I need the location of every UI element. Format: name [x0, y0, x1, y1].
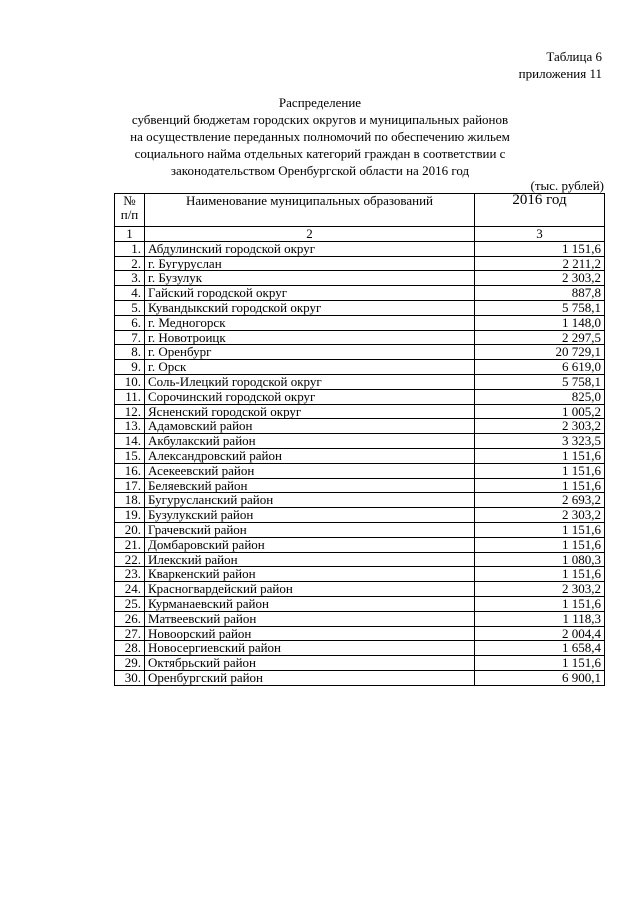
municipality-name: Бузулукский район [145, 508, 475, 523]
table-row [115, 315, 605, 330]
municipality-name: г. Новотроицк [145, 330, 475, 345]
header-name: Наименование муниципальных образований [145, 194, 475, 227]
table-row [115, 670, 605, 685]
subvention-amount: 6 900,1 [475, 670, 605, 685]
subvention-amount: 1 151,6 [475, 567, 605, 582]
row-number: 10. [115, 374, 145, 389]
table-row [115, 596, 605, 611]
subvention-amount: 1 151,6 [475, 463, 605, 478]
row-number: 16. [115, 463, 145, 478]
subvention-amount: 1 080,3 [475, 552, 605, 567]
heading-line: Распределение [278, 95, 362, 110]
row-number: 18. [115, 493, 145, 508]
subvention-amount: 1 151,6 [475, 656, 605, 671]
subvention-amount: 2 303,2 [475, 419, 605, 434]
row-number: 28. [115, 641, 145, 656]
table-row [115, 389, 605, 404]
municipality-name: г. Оренбург [145, 345, 475, 360]
row-number: 13. [115, 419, 145, 434]
municipality-name: Асекеевский район [145, 463, 475, 478]
subvention-amount: 2 004,4 [475, 626, 605, 641]
table-row [115, 656, 605, 671]
heading-line: социального найма отдельных категорий граждан в соответствии с [134, 146, 506, 161]
row-number: 17. [115, 478, 145, 493]
row-number: 19. [115, 508, 145, 523]
table-row [115, 493, 605, 508]
municipality-name: Александровский район [145, 448, 475, 463]
table-row [115, 478, 605, 493]
table-row [115, 582, 605, 597]
table-row [115, 537, 605, 552]
table-row [115, 286, 605, 301]
table-row [115, 419, 605, 434]
municipality-name: г. Бузулук [145, 271, 475, 286]
units-label: (тыс. рублей) [530, 178, 604, 193]
municipality-name: Соль-Илецкий городской округ [145, 374, 475, 389]
table-row [115, 241, 605, 256]
table-row [115, 522, 605, 537]
row-number: 20. [115, 522, 145, 537]
municipality-name: Грачевский район [145, 522, 475, 537]
table-row [115, 434, 605, 449]
distribution-table [114, 193, 605, 686]
row-number: 6. [115, 315, 145, 330]
municipality-name: Новоорский район [145, 626, 475, 641]
subvention-amount: 1 658,4 [475, 641, 605, 656]
subvention-amount: 6 619,0 [475, 360, 605, 375]
table-header-row [115, 194, 605, 227]
municipality-name: Абдулинский городской округ [145, 241, 475, 256]
municipality-name: Ясненский городской округ [145, 404, 475, 419]
subvention-amount: 2 303,2 [475, 508, 605, 523]
subvention-amount: 1 151,6 [475, 478, 605, 493]
header-number-sign: № [123, 193, 136, 208]
table-row [115, 300, 605, 315]
subvention-amount: 1 148,0 [475, 315, 605, 330]
municipality-name: Илекский район [145, 552, 475, 567]
municipality-name: Бугурусланский район [145, 493, 475, 508]
municipality-name: Кваркенский район [145, 567, 475, 582]
row-number: 8. [115, 345, 145, 360]
row-number: 3. [115, 271, 145, 286]
row-number: 5. [115, 300, 145, 315]
row-number: 15. [115, 448, 145, 463]
table-row [115, 360, 605, 375]
subvention-amount: 2 693,2 [475, 493, 605, 508]
heading-line: на осуществление переданных полномочий по обеспечению жильем [130, 129, 510, 144]
row-number: 25. [115, 596, 145, 611]
table-row [115, 611, 605, 626]
municipality-name: Новосергиевский район [145, 641, 475, 656]
subvention-amount: 887,8 [475, 286, 605, 301]
municipality-name: Октябрьский район [145, 656, 475, 671]
column-number-row [115, 227, 605, 242]
row-number: 1. [115, 241, 145, 256]
table-row [115, 271, 605, 286]
subvention-amount: 2 211,2 [475, 256, 605, 271]
table-row [115, 330, 605, 345]
municipality-name: Красногвардейский район [145, 582, 475, 597]
subvention-amount: 20 729,1 [475, 345, 605, 360]
table-row [115, 463, 605, 478]
table-row [115, 374, 605, 389]
row-number: 4. [115, 286, 145, 301]
subvention-amount: 1 151,6 [475, 448, 605, 463]
header-number-abbrev: п/п [120, 206, 139, 222]
header-number [115, 194, 145, 227]
subvention-amount: 1 151,6 [475, 241, 605, 256]
row-number: 9. [115, 360, 145, 375]
heading-line: субвенций бюджетам городских округов и муниципальных районов [131, 112, 509, 127]
table-row [115, 641, 605, 656]
subvention-amount: 1 118,3 [475, 611, 605, 626]
municipality-name: Акбулакский район [145, 434, 475, 449]
table-row [115, 448, 605, 463]
subvention-amount: 1 151,6 [475, 522, 605, 537]
subvention-amount: 5 758,1 [475, 300, 605, 315]
municipality-name: г. Медногорск [145, 315, 475, 330]
municipality-name: Беляевский район [145, 478, 475, 493]
municipality-name: Матвеевский район [145, 611, 475, 626]
heading-line: законодательством Оренбургской области на 2016 год [170, 163, 470, 178]
subvention-amount: 1 005,2 [475, 404, 605, 419]
row-number: 2. [115, 256, 145, 271]
table-row [115, 552, 605, 567]
table-row [115, 404, 605, 419]
municipality-name: г. Бугуруслан [145, 256, 475, 271]
column-number: 1 [115, 227, 145, 242]
table-row [115, 567, 605, 582]
table-reference [519, 48, 602, 82]
subvention-amount: 2 303,2 [475, 271, 605, 286]
row-number: 24. [115, 582, 145, 597]
table-row [115, 508, 605, 523]
municipality-name: Оренбургский район [145, 670, 475, 685]
column-number: 2 [145, 227, 475, 242]
table-number: Таблица 6 [546, 49, 602, 64]
row-number: 14. [115, 434, 145, 449]
row-number: 12. [115, 404, 145, 419]
row-number: 27. [115, 626, 145, 641]
row-number: 21. [115, 537, 145, 552]
municipality-name: Сорочинский городской округ [145, 389, 475, 404]
subvention-amount: 2 297,5 [475, 330, 605, 345]
municipality-name: г. Орск [145, 360, 475, 375]
row-number: 22. [115, 552, 145, 567]
subvention-amount: 825,0 [475, 389, 605, 404]
header-year: 2016 год [475, 194, 605, 227]
row-number: 23. [115, 567, 145, 582]
table-row [115, 256, 605, 271]
row-number: 11. [115, 389, 145, 404]
column-number: 3 [475, 227, 605, 242]
row-number: 29. [115, 656, 145, 671]
table-row [115, 626, 605, 641]
row-number: 7. [115, 330, 145, 345]
municipality-name: Домбаровский район [145, 537, 475, 552]
municipality-name: Гайский городской округ [145, 286, 475, 301]
row-number: 30. [115, 670, 145, 685]
table-row [115, 345, 605, 360]
document-heading [0, 94, 640, 179]
appendix-reference: приложения 11 [518, 66, 602, 81]
municipality-name: Кувандыкский городской округ [145, 300, 475, 315]
municipality-name: Курманаевский район [145, 596, 475, 611]
subvention-amount: 1 151,6 [475, 596, 605, 611]
subvention-amount: 2 303,2 [475, 582, 605, 597]
subvention-amount: 5 758,1 [475, 374, 605, 389]
subvention-amount: 1 151,6 [475, 537, 605, 552]
subvention-amount: 3 323,5 [475, 434, 605, 449]
row-number: 26. [115, 611, 145, 626]
municipality-name: Адамовский район [145, 419, 475, 434]
